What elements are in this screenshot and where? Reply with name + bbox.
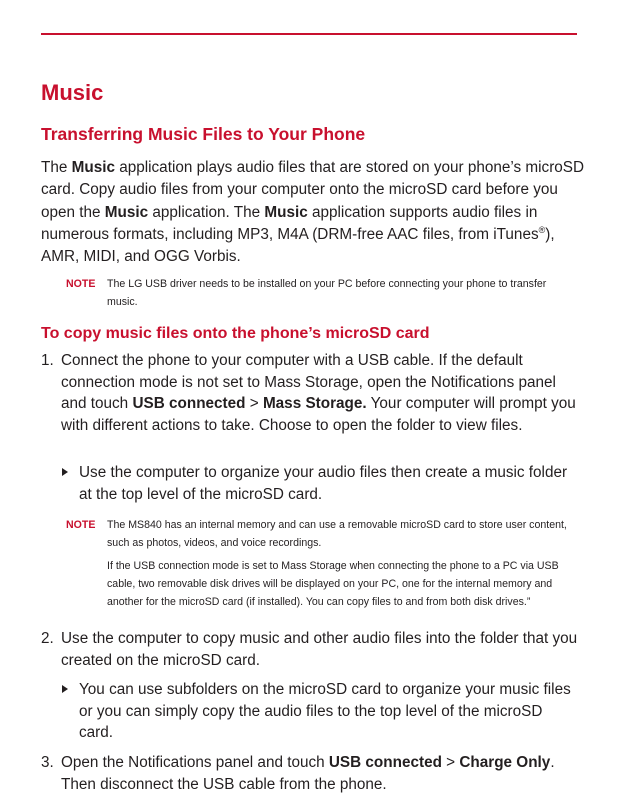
bullet-text: You can use subfolders on the microSD card to organize your music files or you can simply copy the audio files to the top level of the microSD card. <box>79 681 571 741</box>
note-memory <box>66 516 578 611</box>
step-text: Connect the phone to your computer with a USB cable. If the default connection mode is not set to Mass Storage, open the Notifications panel and touch USB connected > Mass Storage. Your computer will prompt you with different actions to take. Choose to open the folder to view files. <box>61 352 576 434</box>
registered-mark: ® <box>538 224 546 235</box>
note-usb-driver <box>66 275 566 311</box>
bullet-organize <box>62 462 572 505</box>
note-text: The LG USB driver needs to be installed on your PC before connecting your phone to transfer music. <box>107 278 547 308</box>
step-3 <box>41 752 581 795</box>
music-app-name: Music <box>264 203 308 221</box>
bullet-arrow-icon <box>62 685 68 693</box>
note-text: The MS840 has an internal memory and can use a removable microSD card to store user content, such as photos, videos, and voice recordings. <box>107 519 567 549</box>
step-text: Open the Notifications panel and touch USB connected > Charge Only. Then disconnect the USB cable from the phone. <box>61 754 555 793</box>
step-2 <box>41 628 581 671</box>
page-title: Music <box>41 80 104 105</box>
usb-connected-label: USB connected <box>328 754 442 771</box>
note-label: NOTE <box>66 278 96 290</box>
step-1 <box>41 350 581 436</box>
charge-only-label: Charge Only <box>459 754 551 771</box>
section-title: Transferring Music Files to Your Phone <box>41 124 366 144</box>
step-number: 1. <box>41 352 54 369</box>
usb-connected-label: USB connected <box>132 395 246 412</box>
step-number: 2. <box>41 630 54 647</box>
intro-paragraph: The Music application plays audio files that are stored on your phone’s microSD card. Copy audio files from your computer onto the microSD card before you open the Music application. The Music application supports audio files in numerous formats, including MP3, M4A (DRM-free AAC files, from iTunes®), AMR, MIDI, and OGG Vorbis. <box>41 159 585 266</box>
music-app-name: Music <box>104 203 149 221</box>
music-app-name: Music <box>71 159 115 176</box>
note-text: If the USB connection mode is set to Mass Storage when connecting the phone to a PC via USB cable, two removable disk drives will be displayed on your PC, one for the internal memory and another for the microSD card (if installed). You can copy files to and from both disk drives.” <box>107 560 559 608</box>
bullet-arrow-icon <box>62 468 68 476</box>
subsection-title: To copy music files onto the phone’s microSD card <box>41 325 430 342</box>
bullet-subfolders <box>62 679 572 744</box>
bullet-text: Use the computer to organize your audio files then create a music folder at the top level of the microSD card. <box>79 464 568 503</box>
step-text: Use the computer to copy music and other audio files into the folder that you created on the microSD card. <box>61 630 578 669</box>
mass-storage-label: Mass Storage. <box>262 395 367 412</box>
note-label: NOTE <box>66 519 96 531</box>
step-number: 3. <box>41 754 54 771</box>
header-rule <box>41 33 577 35</box>
